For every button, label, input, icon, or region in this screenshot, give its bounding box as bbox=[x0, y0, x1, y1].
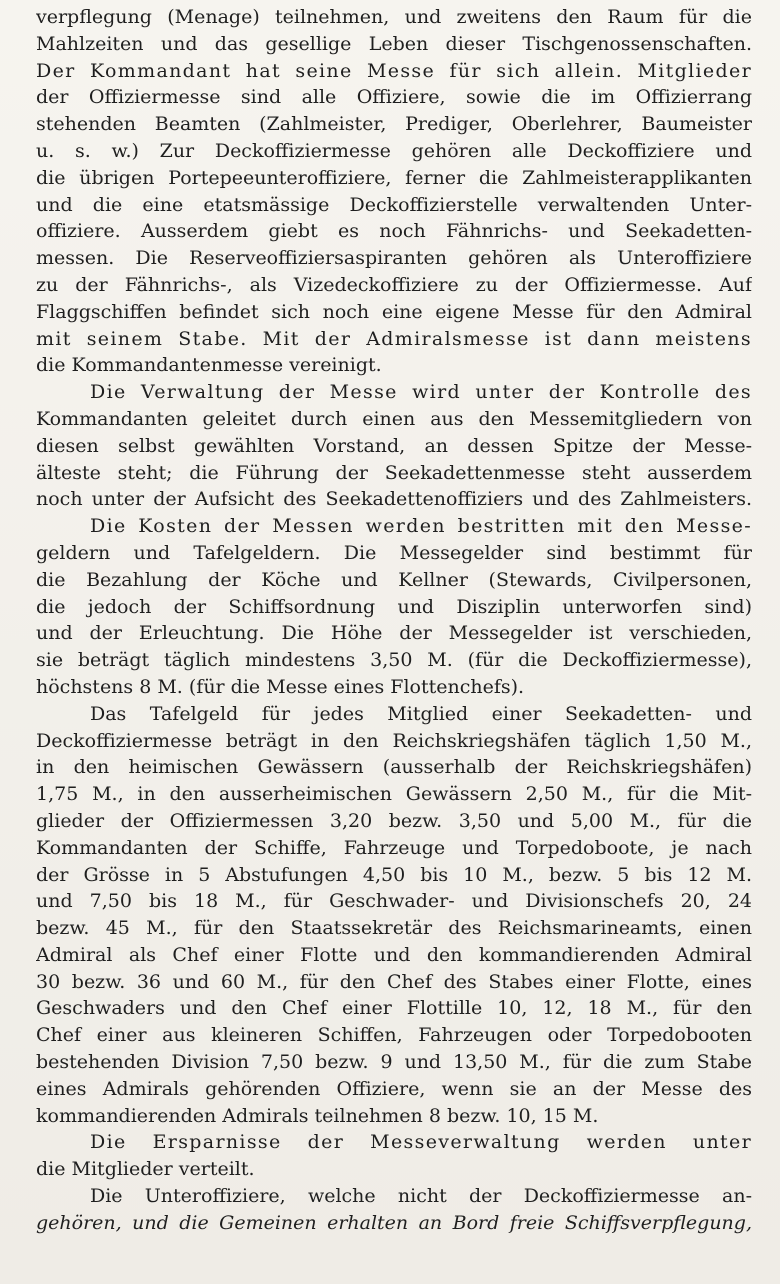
text-line: Chef einer aus kleineren Schiffen, Fahrzeugen oder Torpedobooten bbox=[36, 1024, 752, 1047]
text-line: bestehenden Division 7,50 bezw. 9 und 13,50 M., für die zum Stabe bbox=[36, 1051, 752, 1074]
paragraph bbox=[36, 4, 752, 379]
text-line: Die Ersparnisse der Messeverwaltung werden unter bbox=[90, 1131, 752, 1154]
text-line: die Kommandantenmesse vereinigt. bbox=[36, 354, 382, 377]
text-line: offiziere. Ausserdem giebt es noch Fähnrichs- und Seekadetten- bbox=[36, 220, 752, 243]
text-line: 30 bezw. 36 und 60 M., für den Chef des Stabes einer Flotte, eines bbox=[36, 970, 752, 993]
text-line: stehenden Beamten (Zahlmeister, Prediger, Oberlehrer, Baumeister bbox=[36, 113, 752, 136]
text-line: verpflegung (Menage) teilnehmen, und zweitens den Raum für die bbox=[36, 6, 752, 28]
text-line: noch unter der Aufsicht des Seekadettenoffiziers und des Zahlmeisters. bbox=[36, 488, 752, 511]
text-line: geldern und Tafelgeldern. Die Messegelder sind bestimmt für bbox=[36, 541, 752, 564]
text-line: die Bezahlung der Köche und Kellner (Stewards, Civilpersonen, bbox=[36, 568, 752, 591]
text-line: die jedoch der Schiffsordnung und Disziplin unterworfen sind) bbox=[36, 595, 752, 618]
text-line: Flaggschiffen befindet sich noch eine eigene Messe für den Admiral bbox=[36, 300, 752, 323]
text-line: mit seinem Stabe. Mit der Admiralsmesse ist dann meistens bbox=[36, 327, 752, 350]
text-line: u. s. w.) Zur Deckoffiziermesse gehören alle Deckoffiziere und bbox=[36, 139, 752, 162]
text-line: 1,75 M., in den ausserheimischen Gewässern 2,50 M., für die Mit- bbox=[36, 783, 752, 806]
paragraph bbox=[36, 379, 752, 513]
text-line: Der Kommandant hat seine Messe für sich allein. Mitglieder bbox=[36, 59, 752, 82]
text-line: Geschwaders und den Chef einer Flottille 10, 12, 18 M., für den bbox=[36, 997, 752, 1020]
text-line: Admiral als Chef einer Flotte und den kommandierenden Admiral bbox=[36, 943, 752, 966]
text-line: messen. Die Reserveoffiziersaspiranten gehören als Unteroffiziere bbox=[36, 247, 752, 270]
text-line: gehören, und die Gemeinen erhalten an Bord freie Schiffsverpflegung, bbox=[36, 1211, 752, 1234]
text-line: diesen selbst gewählten Vorstand, an dessen Spitze der Messe- bbox=[36, 434, 752, 457]
text-line: in den heimischen Gewässern (ausserhalb der Reichskriegshäfen) bbox=[36, 756, 752, 779]
text-line: Das Tafelgeld für jedes Mitglied einer Seekadetten- und bbox=[90, 702, 752, 725]
text-line: Kommandanten geleitet durch einen aus den Messemitgliedern von bbox=[36, 407, 752, 430]
text-line: die Mitglieder verteilt. bbox=[36, 1158, 255, 1181]
text-line: die übrigen Portepeeunteroffiziere, ferner die Zahlmeisterapplikanten bbox=[36, 166, 752, 189]
text-line: Deckoffiziermesse beträgt in den Reichskriegshäfen täglich 1,50 M., bbox=[36, 729, 752, 752]
text-line: glieder der Offiziermessen 3,20 bezw. 3,50 und 5,00 M., für die bbox=[36, 809, 752, 832]
paragraph bbox=[36, 701, 752, 1130]
text-line: und 7,50 bis 18 M., für Geschwader- und Divisionschefs 20, 24 bbox=[36, 890, 752, 913]
paragraph bbox=[36, 1129, 752, 1183]
text-line: Die Verwaltung der Messe wird unter der Kontrolle des bbox=[90, 381, 752, 404]
document-text bbox=[36, 4, 752, 1237]
text-line: der Offiziermesse sind alle Offiziere, sowie die im Offizierrang bbox=[36, 86, 752, 109]
paragraph bbox=[36, 1183, 752, 1237]
text-line: Mahlzeiten und das gesellige Leben dieser Tischgenossenschaften. bbox=[36, 32, 752, 55]
text-line: älteste steht; die Führung der Seekadettenmesse steht ausserdem bbox=[36, 461, 752, 484]
text-line: bezw. 45 M., für den Staatssekretär des Reichsmarineamts, einen bbox=[36, 917, 752, 940]
text-line: eines Admirals gehörenden Offiziere, wenn sie an der Messe des bbox=[36, 1077, 752, 1100]
text-line: und der Erleuchtung. Die Höhe der Messegelder ist verschieden, bbox=[36, 622, 752, 645]
text-line: kommandierenden Admirals teilnehmen 8 bezw. 10, 15 M. bbox=[36, 1104, 599, 1127]
text-line: Die Kosten der Messen werden bestritten mit den Messe- bbox=[90, 515, 752, 538]
text-line: Kommandanten der Schiffe, Fahrzeuge und Torpedoboote, je nach bbox=[36, 836, 752, 859]
text-line: der Grösse in 5 Abstufungen 4,50 bis 10 M., bezw. 5 bis 12 M. bbox=[36, 863, 752, 886]
text-line: höchstens 8 M. (für die Messe eines Flottenchefs). bbox=[36, 675, 525, 698]
text-line: Die Unteroffiziere, welche nicht der Deckoffiziermesse an- bbox=[90, 1185, 752, 1208]
text-line: sie beträgt täglich mindestens 3,50 M. (für die Deckoffiziermesse), bbox=[36, 649, 752, 672]
paragraph bbox=[36, 513, 752, 701]
text-line: und die eine etatsmässige Deckoffizierstelle verwaltenden Unter- bbox=[36, 193, 752, 216]
text-line: zu der Fähnrichs-, als Vizedeckoffiziere zu der Offiziermesse. Auf bbox=[36, 273, 752, 296]
